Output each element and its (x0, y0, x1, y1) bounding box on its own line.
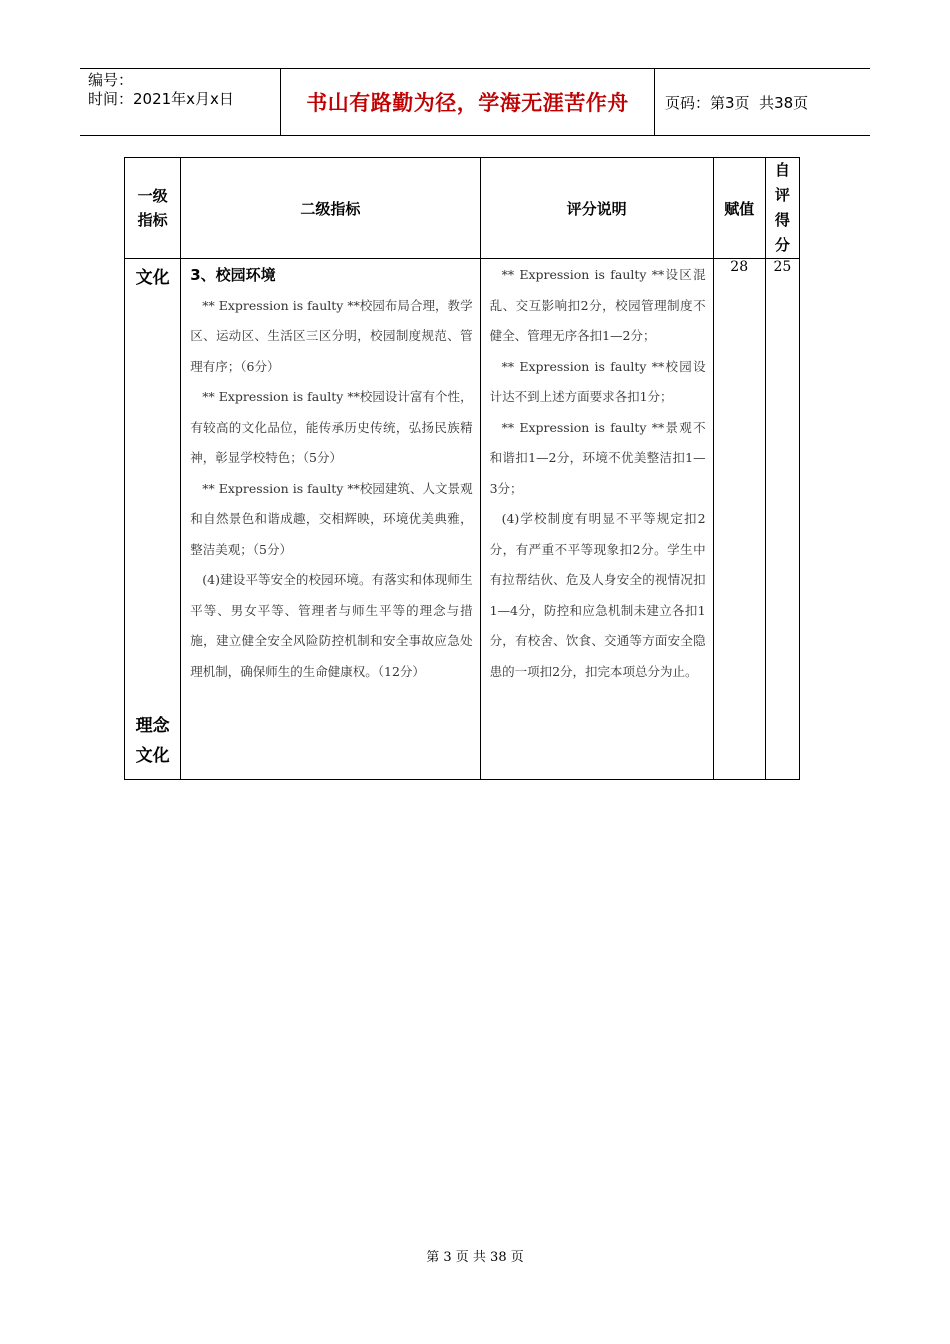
header-page-label: 页码：第3页 共38页 (665, 93, 809, 112)
header-value: 赋值 (713, 158, 765, 259)
secondary-item: ** Expression is faulty **校园建筑、人文景观和自然景色和谐成趣，交相辉映，环境优美典雅，整洁美观；（5分） (190, 480, 473, 557)
header-level1: 一级指标 (125, 158, 181, 259)
scoring-item: ** Expression is faulty **校园设计达不到上述方面要求各扣1分； (489, 358, 706, 404)
page-footer (0, 1246, 950, 1265)
header-level2: 二级指标 (181, 158, 480, 259)
header-meta (80, 69, 281, 135)
table-header-row (125, 158, 800, 259)
footer-page-text: 第 3 页 共 38 页 (426, 1250, 524, 1265)
header-number: 编号： (88, 71, 134, 89)
scoring-cell (480, 259, 713, 780)
secondary-subtitle: 3、校园环境 (190, 266, 276, 284)
header-date: 时间：2021年x月x日 (88, 90, 234, 108)
secondary-item: (4)建设平等安全的校园环境。有落实和体现师生平等、男女平等、管理者与师生平等的理念与措施，建立健全安全风险防控机制和安全事故应急处理机制，确保师生的生命健康权。（12分） (190, 572, 473, 679)
value-cell: 28 (713, 259, 765, 780)
scoring-item: ** Expression is faulty **景观不和谐扣1—2分，环境不优美整洁扣1—3分； (489, 419, 706, 496)
level1-top: 文化 (135, 268, 170, 288)
level1-cell (125, 259, 181, 780)
header-scoring: 评分说明 (480, 158, 713, 259)
level1-bottom: 理念文化 (135, 716, 170, 766)
page-header (80, 68, 870, 136)
secondary-item: ** Expression is faulty **校园设计富有个性，有较高的文化品位，能传承历史传统，弘扬民族精神，彰显学校特色；（5分） (190, 389, 473, 465)
evaluation-table (124, 157, 800, 780)
header-self-score: 自评得分 (765, 158, 799, 259)
table-row (125, 259, 800, 780)
self-score-cell: 25 (765, 259, 799, 780)
header-page (655, 69, 870, 135)
secondary-item: ** Expression is faulty **校园布局合理，教学区、运动区、生活区三区分明，校园制度规范、管理有序；（6分） (190, 297, 473, 374)
scoring-item: (4)学校制度有明显不平等规定扣2分，有严重不平等现象扣2分。学生中有拉帮结伙、危及人身安全的视情况扣1—4分，防控和应急机制未建立各扣1分，有校舍、饮食、交通等方面安全隐患的一项扣2分，扣完本项总分为止。 (489, 511, 706, 679)
secondary-cell (181, 259, 480, 780)
scoring-item: ** Expression is faulty **设区混乱、交互影响扣2分，校园管理制度不健全、管理无序各扣1—2分； (489, 267, 706, 343)
header-motto: 书山有路勤为径，学海无涯苦作舟 (281, 69, 655, 135)
